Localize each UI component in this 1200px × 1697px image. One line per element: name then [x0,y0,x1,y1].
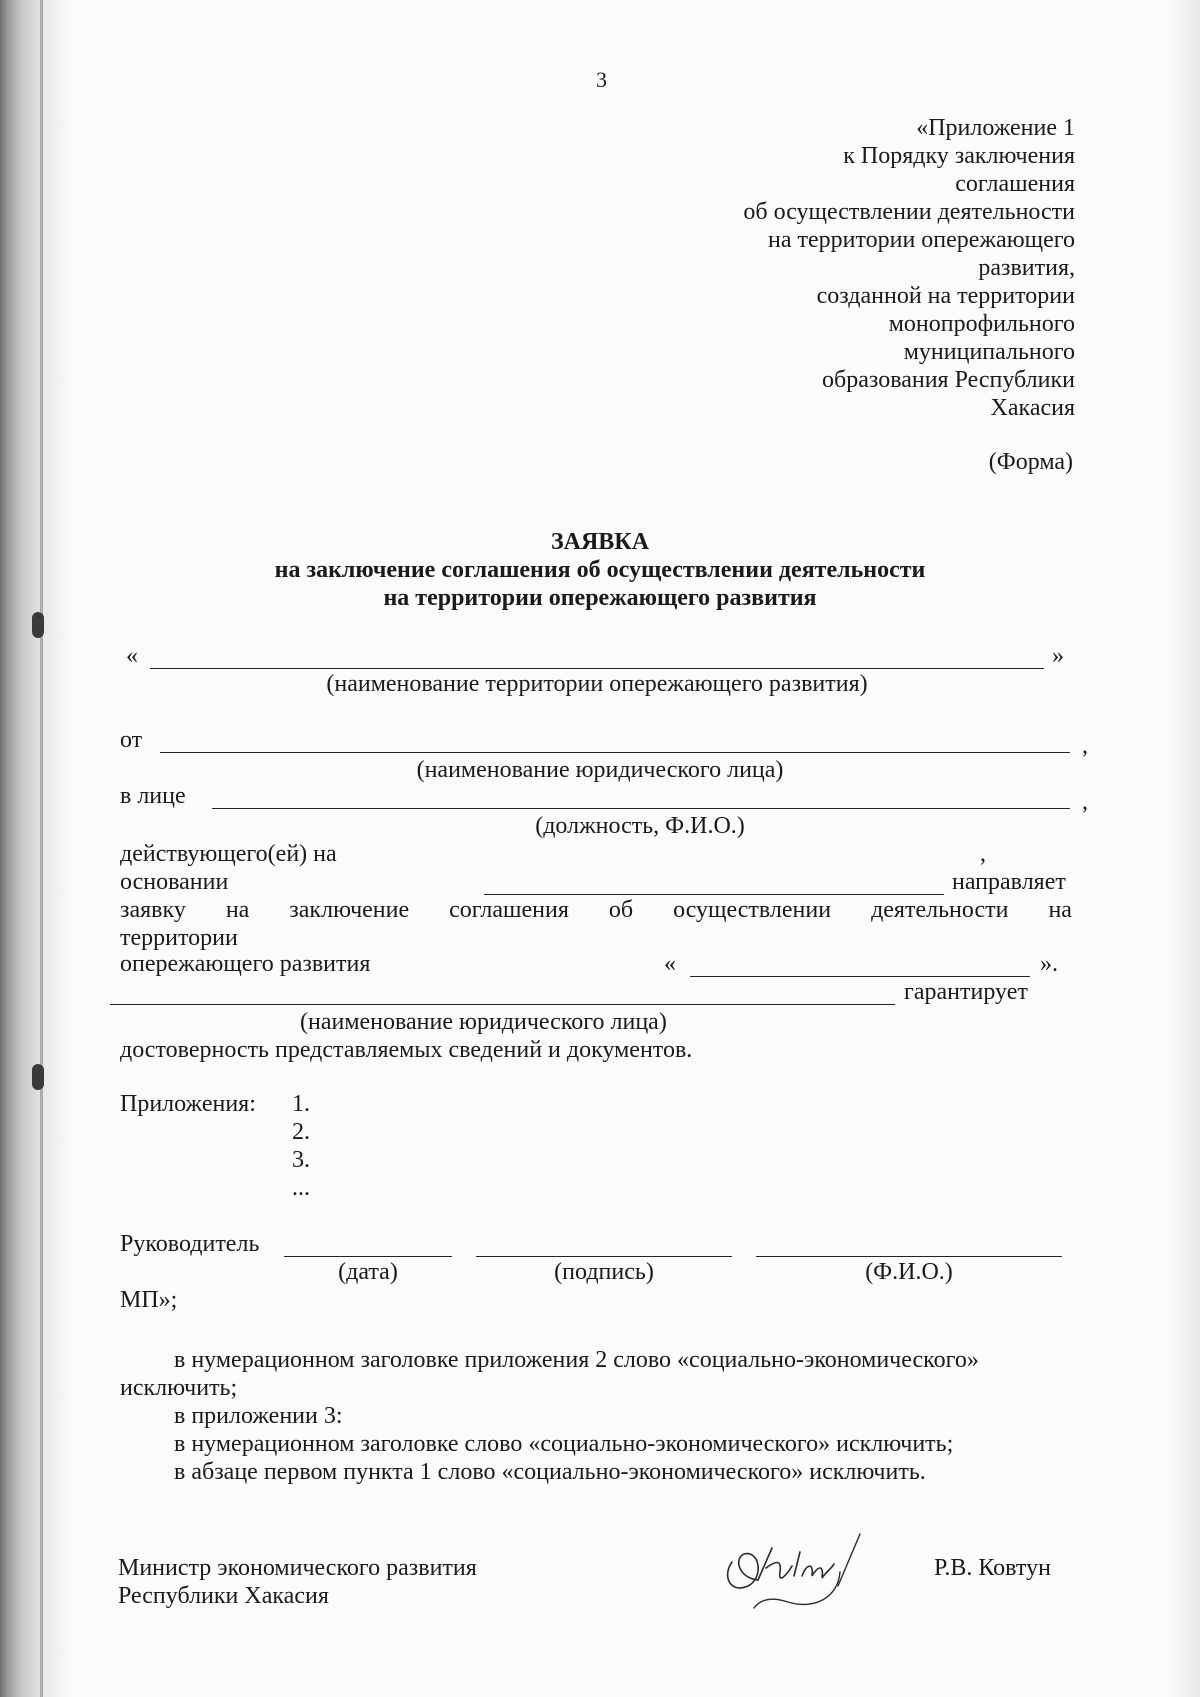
attachment-item: ... [292,1175,310,1201]
territory-word: территории [120,925,238,951]
word: заявку [120,897,186,923]
handwritten-signature [714,1528,884,1618]
appendix-header-line: Хакасия [990,395,1075,421]
quote-end: ». [1040,951,1058,977]
appendix-header-line: муниципального [903,339,1075,365]
advanced-dev-text: опережающего развития [120,951,371,977]
signature-caption: (подпись) [554,1259,654,1285]
reliability-text: достоверность представляемых сведений и документов. [120,1037,693,1063]
word: на [1048,897,1072,923]
date-field[interactable] [284,1256,452,1257]
form-label: (Форма) [988,449,1073,475]
word: соглашения [449,897,569,923]
appendix-header-line: монопрофильного [888,311,1075,337]
word: деятельности [871,897,1009,923]
binding-shadow [0,0,70,1697]
basis-field[interactable] [484,894,944,895]
attachment-item: 1. [292,1091,310,1117]
amendment-line: в приложении 3: [174,1403,343,1429]
punch-hole [32,612,44,638]
position-caption: (должность, Ф.И.О.) [535,813,745,839]
attachments-label: Приложения: [120,1091,256,1117]
entity-caption: (наименование юридического лица) [416,757,784,783]
word: об [608,897,634,923]
acting-on-text: действующего(ей) на [120,841,337,867]
document-title [0,528,1200,612]
appendix-header [600,114,1075,422]
word: на [225,897,250,923]
name-caption: (Ф.И.О.) [865,1259,953,1285]
basis-text: основании [120,869,229,895]
territory-name-field[interactable] [150,668,1044,669]
legal-entity-field[interactable] [160,752,1070,753]
page-edge-shadow [1166,0,1200,1697]
territory-name-field-2[interactable] [690,976,1030,977]
amendment-line: в нумерационном заголовке приложения 2 слово «социально-экономического» [174,1347,979,1373]
attachment-item: 3. [292,1147,310,1173]
from-label: от [120,727,143,753]
comma: , [980,841,986,867]
binding-line [40,0,43,1697]
appendix-header-line: образования Республики [822,367,1075,393]
open-quote: « [664,951,676,977]
appendix-header-line: развития, [978,255,1075,281]
word: осуществлении [673,897,832,923]
appendix-header-line: на территории опережающего [767,227,1075,253]
sends-text: направляет [952,869,1066,895]
justified-line [120,896,1072,924]
full-name-field[interactable] [756,1256,1062,1257]
word: заключение [289,897,410,923]
comma: , [1082,789,1088,815]
title-main: ЗАЯВКА [550,529,650,555]
signature-field[interactable] [476,1256,732,1257]
amendment-line: в нумерационном заголовке слово «социально-экономического» исключить; [174,1431,954,1457]
represented-label: в лице [120,783,186,809]
signer-name: Р.В. Ковтун [934,1555,1051,1581]
close-quote: » [1052,643,1064,669]
date-caption: (дата) [338,1259,398,1285]
entity-caption-2: (наименование юридического лица) [300,1009,667,1035]
minister-position: Министр экономического развития [118,1555,477,1581]
appendix-header-line: к Порядку заключения [843,143,1075,169]
amendment-line: исключить; [120,1375,238,1401]
appendix-header-line: соглашения [955,171,1075,197]
open-quote: « [126,643,138,669]
appendix-header-line: об осуществлении деятельности [743,199,1075,225]
minister-position: Республики Хакасия [118,1583,329,1609]
title-line: на заключение соглашения об осуществлении деятельности [274,557,926,583]
appendix-header-line: созданной на территории [816,283,1075,309]
appendix-header-line: «Приложение 1 [916,115,1075,141]
position-name-field[interactable] [212,808,1070,809]
seal-text: МП»; [120,1287,178,1313]
title-line: на территории опережающего развития [383,585,817,611]
territory-caption: (наименование территории опережающего развития) [326,671,868,697]
attachment-item: 2. [292,1119,310,1145]
comma: , [1082,733,1088,759]
page-number: 3 [596,67,607,92]
attachments-list [292,1090,310,1202]
punch-hole [32,1064,44,1090]
legal-entity-field-2[interactable] [110,1004,895,1005]
guarantees-text: гарантирует [904,979,1028,1005]
head-label: Руководитель [120,1231,260,1257]
amendment-line: в абзаце первом пункта 1 слово «социально-экономического» исключить. [174,1459,926,1485]
